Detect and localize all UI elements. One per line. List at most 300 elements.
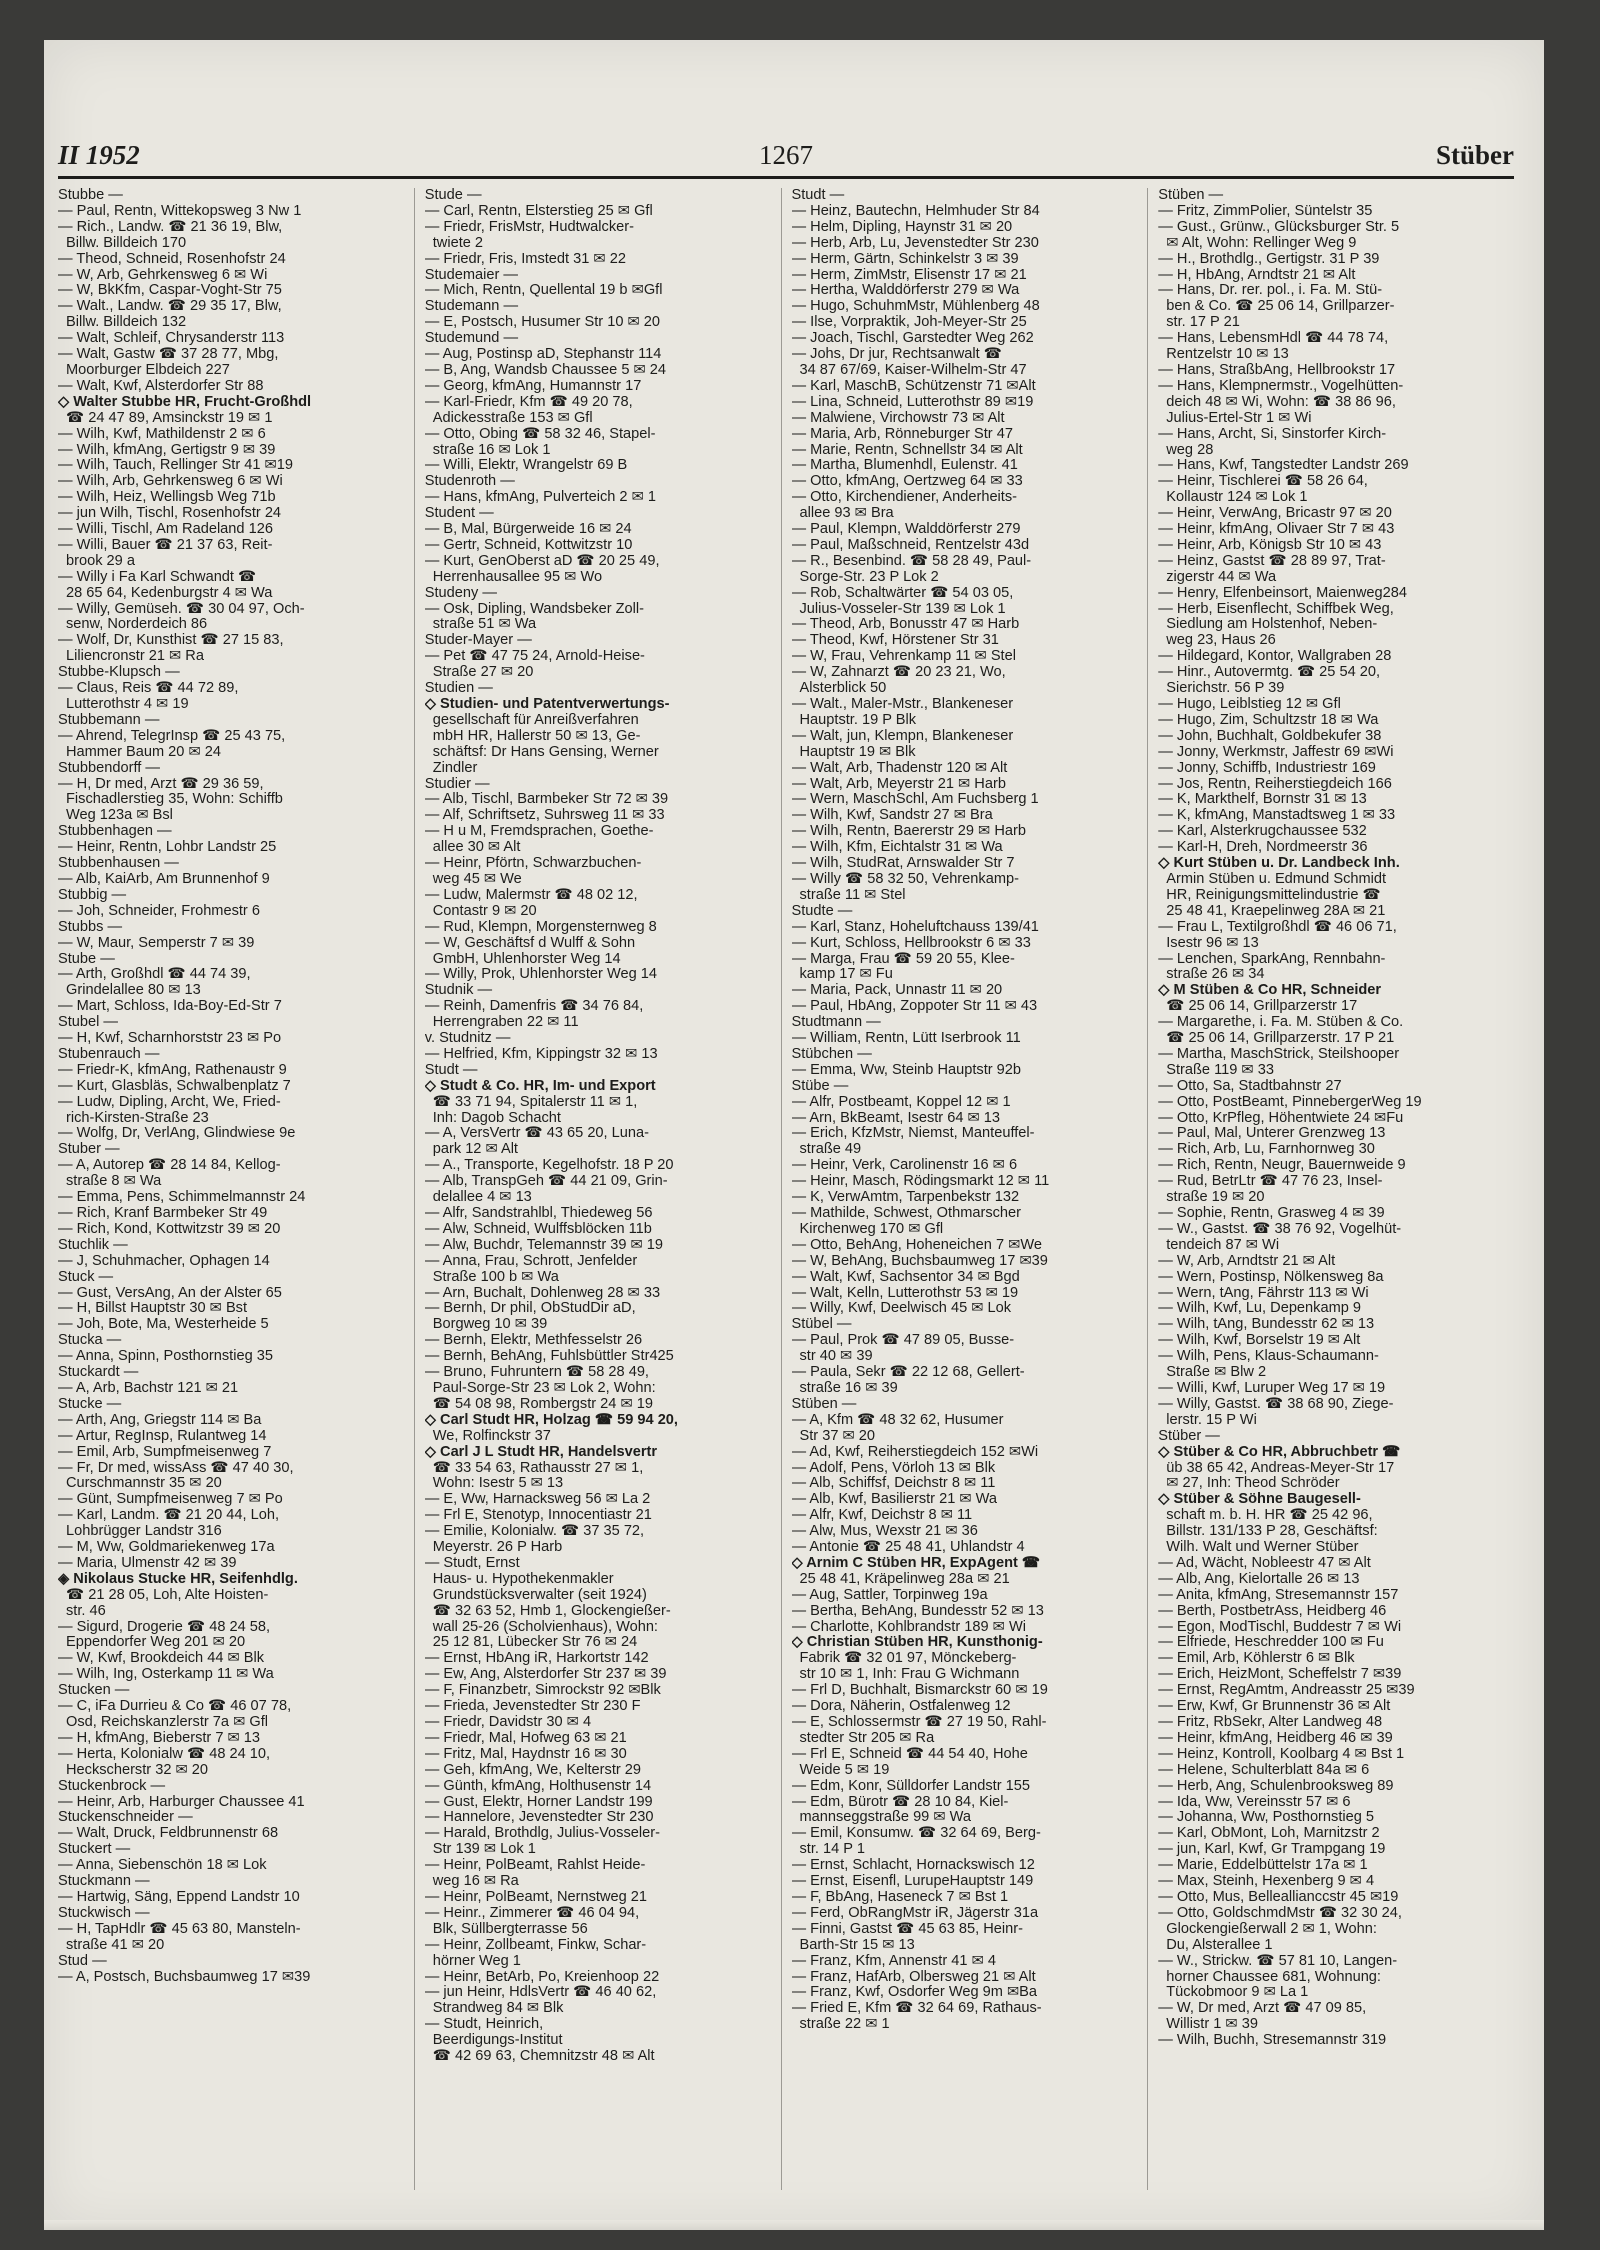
directory-entry: — E, Schlossermstr ☎ 27 19 50, Rahl- <box>791 1715 1047 1730</box>
directory-entry: — Dora, Näherin, Ostfalenweg 12 <box>791 1699 1011 1715</box>
directory-entry: Herrengraben 22 ✉ 11 <box>432 1015 579 1031</box>
directory-entry: — Wilh, Heiz, Wellingsb Weg 71b <box>58 490 276 506</box>
directory-entry: — William, Rentn, Lütt Iserbrook 11 <box>791 1031 1021 1047</box>
directory-entry: Blk, Süllbergterrasse 56 <box>432 1921 588 1937</box>
directory-entry: — W, BkKfm, Caspar-Voght-Str 75 <box>58 283 282 299</box>
directory-entry: stedter Str 205 ✉ Ra <box>799 1730 935 1746</box>
directory-entry: — W, Arb, Arndtstr 21 ✉ Alt <box>1158 1253 1336 1269</box>
directory-entry: — Ad, Kwf, Reiherstiegdeich 152 ✉Wi <box>791 1444 1039 1460</box>
surname-heading: Studemann — <box>424 299 519 315</box>
directory-entry: — Aug, Sattler, Torpinweg 19a <box>791 1587 988 1603</box>
directory-entry: — W, Frau, Vehrenkamp 11 ✉ Stel <box>791 649 1016 665</box>
directory-entry: — Kurt, Glasbläs, Schwalbenplatz 7 <box>58 1078 291 1094</box>
directory-entry: Lohbrügger Landstr 316 <box>66 1524 222 1540</box>
directory-entry: — W, Dr med, Arzt ☎ 47 09 85, <box>1158 2001 1367 2017</box>
directory-entry: — Ilse, Vorpraktik, Joh-Meyer-Str 25 <box>791 315 1027 331</box>
directory-entry: — Emma, Pens, Schimmelmannstr 24 <box>58 1190 306 1206</box>
directory-entry: ◇ M Stüben & Co HR, Schneider <box>1158 983 1382 999</box>
directory-entry: Wohn: Isestr 5 ✉ 13 <box>432 1476 564 1492</box>
directory-entry: — John, Buchhalt, Goldbekufer 38 <box>1158 728 1382 744</box>
directory-entry: — Joh, Schneider, Frohmestr 6 <box>58 903 260 919</box>
directory-entry: — Heinz, Bautechn, Helmhuder Str 84 <box>791 203 1040 219</box>
directory-entry: — W, Geschäftsf d Wulff & Sohn <box>424 935 636 951</box>
directory-entry: Contastr 9 ✉ 20 <box>432 903 537 919</box>
directory-entry: — B, Mal, Bürgerweide 16 ✉ 24 <box>424 522 632 538</box>
directory-entry: — Franz, Kfm, Annenstr 41 ✉ 4 <box>791 1953 996 1969</box>
directory-entry: Curschmannstr 35 ✉ 20 <box>66 1476 222 1492</box>
directory-entry: — Günth, kfmAng, Holthusenstr 14 <box>424 1778 652 1794</box>
surname-heading: Stube — <box>58 951 115 967</box>
surname-heading: Stuber — <box>58 1142 120 1158</box>
directory-entry: Sorge-Str. 23 P Lok 2 <box>799 569 939 585</box>
directory-entry: — Walt, Druck, Feldbrunnenstr 68 <box>58 1826 279 1842</box>
directory-entry: ◇ Carl Studt HR, Holzag ☎ 59 94 20, <box>424 1412 678 1428</box>
directory-entry: — Hans, StraßbAng, Hellbrookstr 17 <box>1158 362 1396 378</box>
directory-entry: — K, Markthelf, Bornstr 31 ✉ 13 <box>1158 792 1367 808</box>
directory-entry: allee 30 ✉ Alt <box>432 840 521 856</box>
directory-entry: — Otto, Sa, Stadtbahnstr 27 <box>1158 1078 1342 1094</box>
directory-entry: weg 23, Haus 26 <box>1166 633 1276 649</box>
directory-entry: Tückobmoor 9 ✉ La 1 <box>1166 1985 1309 2001</box>
surname-heading: Studt — <box>791 188 845 203</box>
directory-entry: — Mich, Rentn, Quellental 19 b ✉Gfl <box>424 283 663 299</box>
directory-entry: gesellschaft für Anreißverfahren <box>432 712 639 728</box>
directory-entry: — Wilh, Kwf, Sandstr 27 ✉ Bra <box>791 808 993 824</box>
directory-entry: Julius-Vosseler-Str 139 ✉ Lok 1 <box>799 601 1006 617</box>
directory-entry: zigerstr 44 ✉ Wa <box>1166 569 1277 585</box>
directory-entry: — Alf, Schriftsetz, Suhrsweg 11 ✉ 33 <box>424 808 665 824</box>
directory-entry: — H, Dr med, Arzt ☎ 29 36 59, <box>58 776 264 792</box>
surname-heading: Stuckardt — <box>58 1365 139 1381</box>
directory-entry: — Osk, Dipling, Wandsbeker Zoll- <box>424 601 644 617</box>
directory-entry: — Ida, Ww, Vereinsstr 57 ✉ 6 <box>1158 1794 1351 1810</box>
directory-entry: Zindler <box>432 760 478 776</box>
directory-entry: — H, HbAng, Arndtstr 21 ✉ Alt <box>1158 267 1356 283</box>
directory-entry: — Otto, GoldschmdMstr ☎ 32 30 24, <box>1158 1905 1402 1921</box>
directory-entry: — Heinr, Verk, Carolinenstr 16 ✉ 6 <box>791 1158 1018 1174</box>
directory-entry: — Hans, Kwf, Tangstedter Landstr 269 <box>1158 458 1409 474</box>
directory-entry: — Karl-Friedr, Kfm ☎ 49 20 78, <box>424 394 633 410</box>
directory-entry: — Arth, Großhdl ☎ 44 74 39, <box>58 967 251 983</box>
directory-entry: Heckscherstr 32 ✉ 20 <box>66 1762 209 1778</box>
directory-entry: — Alfr, Sandstrahlbl, Thiedeweg 56 <box>424 1206 653 1221</box>
directory-entry: Straße ✉ Blw 2 <box>1166 1365 1267 1381</box>
directory-entry: Rentzelstr 10 ✉ 13 <box>1166 347 1289 363</box>
directory-entry: — Hartwig, Säng, Eppend Landstr 10 <box>58 1889 300 1905</box>
directory-entry: — Alb, Kwf, Basilierstr 21 ✉ Wa <box>791 1492 998 1508</box>
directory-entry: — Hertha, Walddörferstr 279 ✉ Wa <box>791 283 1020 299</box>
directory-entry: schäftsf: Dr Hans Gensing, Werner <box>432 744 659 760</box>
directory-entry: — Willy, Prok, Uhlenhorster Weg 14 <box>424 967 657 983</box>
directory-entry: Straße 100 b ✉ Wa <box>432 1269 559 1285</box>
surname-heading: Stuckert — <box>58 1842 131 1858</box>
directory-entry: ✉ 27, Inh: Theod Schröder <box>1166 1476 1340 1492</box>
directory-entry: HR, Reinigungsmittelindustrie ☎ <box>1166 887 1381 903</box>
directory-entry: — Carl, Rentn, Elsterstieg 25 ✉ Gfl <box>424 203 653 219</box>
directory-entry: brook 29 a <box>66 553 135 569</box>
directory-entry: — Walt, Arb, Thadenstr 120 ✉ Alt <box>791 760 1008 776</box>
surname-heading: Stüber — <box>1158 1428 1220 1444</box>
directory-entry: — Emil, Arb, Köhlerstr 6 ✉ Blk <box>1158 1651 1355 1667</box>
directory-entry: — Sophie, Rentn, Grasweg 4 ✉ 39 <box>1158 1206 1385 1221</box>
directory-entry: Billw. Billdeich 170 <box>66 235 187 251</box>
surname-heading: Studier — <box>424 776 490 792</box>
directory-entry: — Herm, ZimMstr, Elisenstr 17 ✉ 21 <box>791 267 1027 283</box>
surname-heading: Stüben — <box>1158 188 1224 203</box>
directory-entry: — Emil, Arb, Sumpfmeisenweg 7 <box>58 1444 272 1460</box>
directory-entry: ◇ Arnim C Stüben HR, ExpAgent ☎ <box>791 1555 1041 1571</box>
directory-entry: — Wilh, Kwf, Lu, Depenkamp 9 <box>1158 1301 1362 1317</box>
directory-entry: ☎ 25 06 14, Grillparzerstr 17 <box>1166 999 1358 1015</box>
directory-entry: — Friedr, FrisMstr, Hudtwalcker- <box>424 219 634 235</box>
surname-heading: Studenroth — <box>424 474 515 490</box>
directory-entry: — Willy ☎ 58 32 50, Vehrenkamp- <box>791 871 1019 887</box>
surname-heading: Stübel — <box>791 1317 852 1333</box>
directory-entry: straße 16 ✉ 39 <box>799 1380 898 1396</box>
directory-entry: — Hans, Archt, Si, Sinstorfer Kirch- <box>1158 426 1387 442</box>
directory-entry: — Karl, Landm. ☎ 21 20 44, Loh, <box>58 1508 279 1524</box>
directory-entry: — Heinr, Pförtn, Schwarzbuchen- <box>424 856 642 872</box>
directory-entry: — Ferd, ObRangMstr iR, Jägerstr 31a <box>791 1905 1039 1921</box>
directory-entry: — Walt, jun, Klempn, Blankeneser <box>791 728 1014 744</box>
directory-entry: — Heinr, PolBeamt, Rahlst Heide- <box>424 1858 646 1874</box>
surname-heading: Studer-Mayer — <box>424 633 532 649</box>
directory-entry: — Studt, Heinrich, <box>424 2017 544 2033</box>
directory-entry: — H., Brothdlg., Gertigstr. 31 P 39 <box>1158 251 1380 267</box>
directory-entry: — Walt, Arb, Meyerstr 21 ✉ Harb <box>791 776 1006 792</box>
directory-entry: — Fritz, RbSekr, Alter Landweg 48 <box>1158 1715 1383 1730</box>
directory-entry: Sierichstr. 56 P 39 <box>1166 681 1285 697</box>
directory-entry: ◇ Walter Stubbe HR, Frucht-Großhdl <box>58 394 312 410</box>
directory-entry: hörner Weg 1 <box>432 1953 521 1969</box>
directory-entry: — Heinr, kfmAng, Heidberg 46 ✉ 39 <box>1158 1730 1393 1746</box>
directory-entry: — Otto, KrPfleg, Höhentwiete 24 ✉Fu <box>1158 1110 1404 1126</box>
directory-entry: — Helene, Schulterblatt 84a ✉ 6 <box>1158 1762 1370 1778</box>
directory-entry: — Paula, Sekr ☎ 22 12 68, Gellert- <box>791 1365 1025 1381</box>
directory-entry: Str 139 ✉ Lok 1 <box>432 1842 536 1858</box>
surname-heading: Stübe — <box>791 1078 849 1094</box>
directory-entry: GmbH, Uhlenhorster Weg 14 <box>432 951 621 967</box>
surname-heading: Stuckenbrock — <box>58 1778 166 1794</box>
directory-entry: str. 46 <box>66 1603 106 1619</box>
directory-entry: — Bruno, Fuhruntern ☎ 58 28 49, <box>424 1365 649 1381</box>
directory-entry: — Karl-H, Dreh, Nordmeerstr 36 <box>1158 840 1368 856</box>
directory-entry: — Anna, Siebenschön 18 ✉ Lok <box>58 1858 267 1874</box>
directory-entry: — W, Arb, Gehrkensweg 6 ✉ Wi <box>58 267 268 283</box>
directory-entry: — Theod, Arb, Bonusstr 47 ✉ Harb <box>791 617 1020 633</box>
directory-entry: Julius-Ertel-Str 1 ✉ Wi <box>1166 410 1312 426</box>
directory-entry: — Alb, TranspGeh ☎ 44 21 09, Grin- <box>424 1174 668 1190</box>
directory-entry: Lutterothstr 4 ✉ 19 <box>66 697 189 712</box>
directory-entry: — Malwiene, Virchowstr 73 ✉ Alt <box>791 410 1005 426</box>
header-rule <box>58 176 1514 179</box>
surname-heading: Stubbemann — <box>58 712 160 728</box>
directory-entry: Inh: Dagob Schacht <box>432 1110 561 1126</box>
directory-entry: — Hugo, SchuhmMstr, Mühlenberg 48 <box>791 299 1040 315</box>
directory-entry: ☎ 32 63 52, Hmb 1, Glockengießer- <box>432 1603 671 1619</box>
directory-entry: — Gertr, Schneid, Kottwitzstr 10 <box>424 537 633 553</box>
directory-entry: — Max, Steinh, Hexenberg 9 ✉ 4 <box>1158 1874 1375 1890</box>
surname-heading: Stubbig — <box>58 887 127 903</box>
surname-heading: Stud — <box>58 1953 107 1969</box>
surname-heading: Student — <box>424 506 494 522</box>
directory-entry: 25 48 41, Kraepelinweg 28A ✉ 21 <box>1166 903 1386 919</box>
directory-entry: — Karl, ObMont, Loh, Marnitzstr 2 <box>1158 1826 1380 1842</box>
directory-entry: ◇ Stüber & Söhne Baugesell- <box>1158 1492 1361 1508</box>
directory-entry: — Hans, kfmAng, Pulverteich 2 ✉ 1 <box>424 490 656 506</box>
directory-entry: Beerdigungs-Institut <box>432 2033 563 2049</box>
directory-entry: Barth-Str 15 ✉ 13 <box>799 1937 915 1953</box>
directory-entry: — Heinr, Zollbeamt, Finkw, Schar- <box>424 1937 647 1953</box>
directory-entry: — Hannelore, Jevenstedter Str 230 <box>424 1810 654 1826</box>
directory-entry: — Heinz, Kontroll, Koolbarg 4 ✉ Bst 1 <box>1158 1746 1405 1762</box>
directory-entry: — Wilh, Buchh, Stresemannstr 319 <box>1158 2033 1387 2049</box>
directory-entry: Straße 27 ✉ 20 <box>432 665 534 681</box>
directory-entry: — Franz, Kwf, Osdorfer Weg 9m ✉Ba <box>791 1985 1038 2001</box>
directory-entry: — Wilh, Kfm, Eichtalstr 31 ✉ Wa <box>791 840 1003 856</box>
directory-entry: — jun Heinr, HdlsVertr ☎ 46 40 62, <box>424 1985 657 2001</box>
directory-entry: — Erich, KfzMstr, Niemst, Manteuffel- <box>791 1126 1035 1142</box>
directory-entry: — Willy, Kwf, Deelwisch 45 ✉ Lok <box>791 1301 1012 1317</box>
directory-entry: Kirchenweg 170 ✉ Gfl <box>799 1221 944 1237</box>
directory-entry: — Herb, Ang, Schulenbrooksweg 89 <box>1158 1778 1394 1794</box>
directory-entry: — Claus, Reis ☎ 44 72 89, <box>58 681 239 697</box>
directory-entry: — Heinr, Rentn, Lohbr Landstr 25 <box>58 840 277 856</box>
directory-entry: — Wolfg, Dr, VerlAng, Glindwiese 9e <box>58 1126 296 1142</box>
directory-entry: 25 48 41, Kräpelinweg 28a ✉ 21 <box>799 1571 1010 1587</box>
directory-entry: lerstr. 15 P Wi <box>1166 1412 1257 1428</box>
directory-entry: straße 19 ✉ 20 <box>1166 1190 1265 1206</box>
directory-entry: — Frl E, Schneid ☎ 44 54 40, Hohe <box>791 1746 1028 1762</box>
directory-entry: — H u M, Fremdsprachen, Goethe- <box>424 824 654 840</box>
directory-entry: — Otto, Kirchendiener, Anderheits- <box>791 490 1018 506</box>
directory-entry: Isestr 96 ✉ 13 <box>1166 935 1259 951</box>
directory-entry: — Bernh, Elektr, Methfesselstr 26 <box>424 1333 643 1349</box>
directory-entry: — A, VersVertr ☎ 43 65 20, Luna- <box>424 1126 649 1142</box>
directory-entry: — Wilh, Rentn, Baererstr 29 ✉ Harb <box>791 824 1026 840</box>
directory-entry: — Friedr-K, kfmAng, Rathenaustr 9 <box>58 1062 287 1078</box>
directory-entry: — Heinr, Masch, Rödingsmarkt 12 ✉ 11 <box>791 1174 1050 1190</box>
directory-entry: — Studt, Ernst <box>424 1555 520 1571</box>
directory-entry: — Wilh, Ing, Osterkamp 11 ✉ Wa <box>58 1667 274 1683</box>
directory-entry: — Frl D, Buchhalt, Bismarckstr 60 ✉ 19 <box>791 1683 1048 1699</box>
directory-entry: Glockengießerwall 2 ✉ 1, Wohn: <box>1166 1921 1377 1937</box>
directory-entry: — Heinr., Zimmerer ☎ 46 04 94, <box>424 1905 640 1921</box>
directory-entry: — H, kfmAng, Bieberstr 7 ✉ 13 <box>58 1730 261 1746</box>
directory-entry: Armin Stüben u. Edmund Schmidt <box>1166 871 1387 887</box>
directory-entry: — Johs, Dr jur, Rechtsanwalt ☎ <box>791 347 1002 363</box>
directory-entry: — Martha, MaschStrick, Steilshooper <box>1158 1046 1400 1062</box>
directory-entry: ☎ 21 28 05, Loh, Alte Hoisten- <box>66 1587 269 1603</box>
directory-entry: — Aug, Postinsp aD, Stephanstr 114 <box>424 347 662 363</box>
directory-entry: — Willy i Fa Karl Schwandt ☎ <box>58 569 257 585</box>
directory-entry: straße 41 ✉ 20 <box>66 1937 165 1953</box>
directory-entry: — Maria, Pack, Unnastr 11 ✉ 20 <box>791 983 1003 999</box>
directory-entry: ben & Co. ☎ 25 06 14, Grillparzer- <box>1166 299 1395 315</box>
directory-entry: horner Chaussee 681, Wohnung: <box>1166 1969 1381 1985</box>
directory-entry: — Alb, Tischl, Barmbeker Str 72 ✉ 39 <box>424 792 669 808</box>
directory-entry: ◇ Studien- und Patentverwertungs- <box>424 697 670 712</box>
directory-entry: — Anna, Spinn, Posthornstieg 35 <box>58 1349 273 1365</box>
directory-entry: — Walt., Landw. ☎ 29 35 17, Blw, <box>58 299 282 315</box>
directory-entry: — Marie, Eddelbüttelstr 17a ✉ 1 <box>1158 1858 1368 1874</box>
directory-entry: — Hans, LebensmHdl ☎ 44 78 74, <box>1158 331 1389 347</box>
directory-entry: weg 45 ✉ We <box>432 871 522 887</box>
directory-entry: — Bernh, Dr phil, ObStudDir aD, <box>424 1301 636 1317</box>
directory-entry: ☎ 42 69 63, Chemnitzstr 48 ✉ Alt <box>432 2049 655 2065</box>
directory-entry: tendeich 87 ✉ Wi <box>1166 1237 1280 1253</box>
surname-heading: Stübchen — <box>791 1046 872 1062</box>
surname-heading: Stuck — <box>58 1269 114 1285</box>
surname-heading: v. Studnitz — <box>424 1031 511 1047</box>
directory-entry: ☎ 54 08 98, Rombergstr 24 ✉ 19 <box>432 1396 653 1412</box>
directory-entry: — Ahrend, TelegrInsp ☎ 25 43 75, <box>58 728 286 744</box>
directory-entry: — jun Wilh, Tischl, Rosenhofstr 24 <box>58 506 282 522</box>
directory-entry: — Alb, Ang, Kielortalle 26 ✉ 13 <box>1158 1571 1360 1587</box>
directory-entry: Paul-Sorge-Str 23 ✉ Lok 2, Wohn: <box>432 1380 656 1396</box>
directory-entry: — Wilh, tAng, Bundesstr 62 ✉ 13 <box>1158 1317 1375 1333</box>
directory-entry: — Herm, Gärtn, Schinkelstr 3 ✉ 39 <box>791 251 1019 267</box>
directory-entry: — Helm, Dipling, Haynstr 31 ✉ 20 <box>791 219 1013 235</box>
directory-entry: Wilh. Walt und Werner Stüber <box>1166 1540 1359 1556</box>
directory-entry: — Emma, Ww, Steinb Hauptstr 92b <box>791 1062 1022 1078</box>
directory-entry: — Wern, tAng, Fährstr 113 ✉ Wi <box>1158 1285 1369 1301</box>
surname-heading: Stubbs — <box>58 919 123 935</box>
directory-entry: — Karl, MaschB, Schützenstr 71 ✉Alt <box>791 378 1036 394</box>
directory-entry: — E, Postsch, Husumer Str 10 ✉ 20 <box>424 315 661 331</box>
directory-entry: — W., Strickw. ☎ 57 81 10, Langen- <box>1158 1953 1398 1969</box>
surname-heading: Stuckmann — <box>58 1874 150 1890</box>
directory-entry: — Joach, Tischl, Garstedter Weg 262 <box>791 331 1034 347</box>
directory-entry: Hauptstr. 19 P Blk <box>799 712 917 728</box>
directory-entry: Eppendorfer Weg 201 ✉ 20 <box>66 1635 246 1651</box>
directory-entry: mannseggstraße 99 ✉ Wa <box>799 1810 971 1826</box>
directory-entry: — R., Besenbind. ☎ 58 28 49, Paul- <box>791 553 1032 569</box>
directory-entry: rich-Kirsten-Straße 23 <box>66 1110 209 1126</box>
directory-entry: mbH HR, Hallerstr 50 ✉ 13, Ge- <box>432 728 641 744</box>
directory-entry: — Maria, Arb, Rönneburger Str 47 <box>791 426 1013 442</box>
directory-entry: — Franz, HafArb, Olbersweg 21 ✉ Alt <box>791 1969 1036 1985</box>
directory-entry: — Willy, Gemüseh. ☎ 30 04 97, Och- <box>58 601 305 617</box>
directory-entry: Strandweg 84 ✉ Blk <box>432 2001 564 2017</box>
directory-entry: — K, VerwAmtm, Tarpenbekstr 132 <box>791 1190 1020 1206</box>
directory-entry: — Artur, RegInsp, Rulantweg 14 <box>58 1428 267 1444</box>
surname-heading: Stude — <box>424 188 482 203</box>
surname-heading: Stucken — <box>58 1683 130 1699</box>
directory-entry: — Gust., Grünw., Glücksburger Str. 5 <box>1158 219 1400 235</box>
directory-entry: — Alw, Mus, Wexstr 21 ✉ 36 <box>791 1524 978 1540</box>
directory-entry: str. 17 P 21 <box>1166 315 1240 331</box>
directory-entry: — Otto, PostBeamt, PinnebergerWeg 19 <box>1158 1094 1422 1110</box>
surname-heading: Studeny — <box>424 585 497 601</box>
directory-entry: — Karl, Stanz, Hoheluftchauss 139/41 <box>791 919 1039 935</box>
directory-entry: — Edm, Konr, Sülldorfer Landstr 155 <box>791 1778 1030 1794</box>
directory-entry: — Fritz, ZimmPolier, Süntelstr 35 <box>1158 203 1373 219</box>
directory-entry: — Walt., Maler-Mstr., Blankeneser <box>791 697 1014 712</box>
directory-entry: — Henry, Elfenbeinsort, Maienweg284 <box>1158 585 1408 601</box>
directory-entry: — Erich, HeizMont, Scheffelstr 7 ✉39 <box>1158 1667 1402 1683</box>
directory-entry: — H, Kwf, Scharnhorststr 23 ✉ Po <box>58 1031 282 1047</box>
surname-heading: Studte — <box>791 903 853 919</box>
directory-entry: — A., Transporte, Kegelhofstr. 18 P 20 <box>424 1158 674 1174</box>
directory-entry: — A, Arb, Bachstr 121 ✉ 21 <box>58 1380 239 1396</box>
directory-entry: — Paul, Prok ☎ 47 89 05, Busse- <box>791 1333 1015 1349</box>
directory-entry: — Otto, Obing ☎ 58 32 46, Stapel- <box>424 426 656 442</box>
directory-entry: — K, kfmAng, Manstadtsweg 1 ✉ 33 <box>1158 808 1396 824</box>
directory-entry: straße 49 <box>799 1142 862 1158</box>
directory-entry: — Wolf, Dr, Kunsthist ☎ 27 15 83, <box>58 633 284 649</box>
directory-entry: — Paul, Klempn, Walddörferstr 279 <box>791 522 1021 538</box>
directory-entry: — Geh, kfmAng, We, Kelterstr 29 <box>424 1762 642 1778</box>
directory-entry: — Maria, Ulmenstr 42 ✉ 39 <box>58 1555 237 1571</box>
surname-heading: Studtmann — <box>791 1015 881 1031</box>
surname-heading: Stubbe — <box>58 188 123 203</box>
directory-entry: — W., Gastst. ☎ 38 76 92, Vogelhüt- <box>1158 1221 1402 1237</box>
directory-entry: ☎ 33 54 63, Rathausstr 27 ✉ 1, <box>432 1460 644 1476</box>
directory-entry: Fischadlerstieg 35, Wohn: Schiffb <box>66 792 283 808</box>
directory-entry: — Lenchen, SparkAng, Rennbahn- <box>1158 951 1386 967</box>
directory-entry: — Emil, Konsumw. ☎ 32 64 69, Berg- <box>791 1826 1041 1842</box>
directory-entry: — B, Ang, Wandsb Chaussee 5 ✉ 24 <box>424 362 667 378</box>
directory-entry: straße 22 ✉ 1 <box>799 2017 890 2033</box>
directory-entry: — Willi, Bauer ☎ 21 37 63, Reit- <box>58 537 273 553</box>
directory-entry: — Bertha, BehAng, Bundesstr 52 ✉ 13 <box>791 1603 1044 1619</box>
directory-entry: 28 65 64, Kedenburgstr 4 ✉ Wa <box>66 585 273 601</box>
directory-entry: — Walt, Schleif, Chrysanderstr 113 <box>58 331 285 347</box>
directory-entry: ◇ Kurt Stüben u. Dr. Landbeck Inh. <box>1158 856 1400 872</box>
directory-entry: — Rich, Kond, Kottwitzstr 39 ✉ 20 <box>58 1221 281 1237</box>
directory-entry: Du, Alsterallee 1 <box>1166 1937 1273 1953</box>
directory-entry: — Wern, Postinsp, Nölkensweg 8a <box>1158 1269 1384 1285</box>
directory-entry: — Jonny, Werkmstr, Jaffestr 69 ✉Wi <box>1158 744 1394 760</box>
directory-entry: — Hugo, Zim, Schultzstr 18 ✉ Wa <box>1158 712 1379 728</box>
directory-entry: — Margarethe, i. Fa. M. Stüben & Co. <box>1158 1015 1404 1031</box>
surname-heading: Stucka — <box>58 1333 122 1349</box>
directory-entry: — Wilh, Kwf, Borselstr 19 ✉ Alt <box>1158 1333 1361 1349</box>
directory-entry: — Martha, Blumenhdl, Eulenstr. 41 <box>791 458 1018 474</box>
directory-entry: ☎ 24 47 89, Amsinckstr 19 ✉ 1 <box>66 410 273 426</box>
directory-entry: — Hans, Dr. rer. pol., i. Fa. M. Stü- <box>1158 283 1383 299</box>
surname-heading: Studien — <box>424 681 493 697</box>
directory-entry: ✉ Alt, Wohn: Rellinger Weg 9 <box>1166 235 1357 251</box>
directory-entry: — Arth, Ang, Griegstr 114 ✉ Ba <box>58 1412 262 1428</box>
directory-entry: — Rich, Rentn, Neugr, Bauernweide 9 <box>1158 1158 1406 1174</box>
directory-entry: — Elfriede, Heschredder 100 ✉ Fu <box>1158 1635 1384 1651</box>
directory-entry: ☎ 33 71 94, Spitalerstr 11 ✉ 1, <box>432 1094 638 1110</box>
directory-entry: Billstr. 131/133 P 28, Geschäftsf: <box>1166 1524 1378 1540</box>
directory-entry: — W, Kwf, Brookdeich 44 ✉ Blk <box>58 1651 265 1667</box>
directory-entry: — Alw, Schneid, Wulffsblöcken 11b <box>424 1221 652 1237</box>
surname-heading: Stubbenhausen — <box>58 856 179 872</box>
directory-entry: — M, Ww, Goldmariekenweg 17a <box>58 1540 275 1556</box>
directory-entry: — Kurt, Schloss, Hellbrookstr 6 ✉ 33 <box>791 935 1031 951</box>
directory-entry: — A, Kfm ☎ 48 32 62, Husumer <box>791 1412 1004 1428</box>
directory-entry: — E, Ww, Harnacksweg 56 ✉ La 2 <box>424 1492 651 1508</box>
column-2 <box>425 188 782 2190</box>
surname-heading: Stucke — <box>58 1396 122 1412</box>
directory-entry: — W, Zahnarzt ☎ 20 23 21, Wo, <box>791 665 1006 681</box>
directory-entry: — Wilh, Arb, Gehrkensweg 6 ✉ Wi <box>58 474 283 490</box>
directory-entry: Fabrik ☎ 32 01 97, Mönckeberg- <box>799 1651 1017 1667</box>
directory-entry: — Sigurd, Drogerie ☎ 48 24 58, <box>58 1619 271 1635</box>
directory-entry: — Alb, KaiArb, Am Brunnenhof 9 <box>58 871 270 887</box>
directory-entry: — Rich., Landw. ☎ 21 36 19, Blw, <box>58 219 283 235</box>
directory-entry: — Hinr., Autovermtg. ☎ 25 54 20, <box>1158 665 1381 681</box>
surname-heading: Studemaier — <box>424 267 519 283</box>
directory-entry: — Heinr, Tischlerei ☎ 58 26 64, <box>1158 474 1368 490</box>
directory-entry: — J, Schuhmacher, Ophagen 14 <box>58 1253 270 1269</box>
directory-entry: straße 51 ✉ Wa <box>432 617 537 633</box>
